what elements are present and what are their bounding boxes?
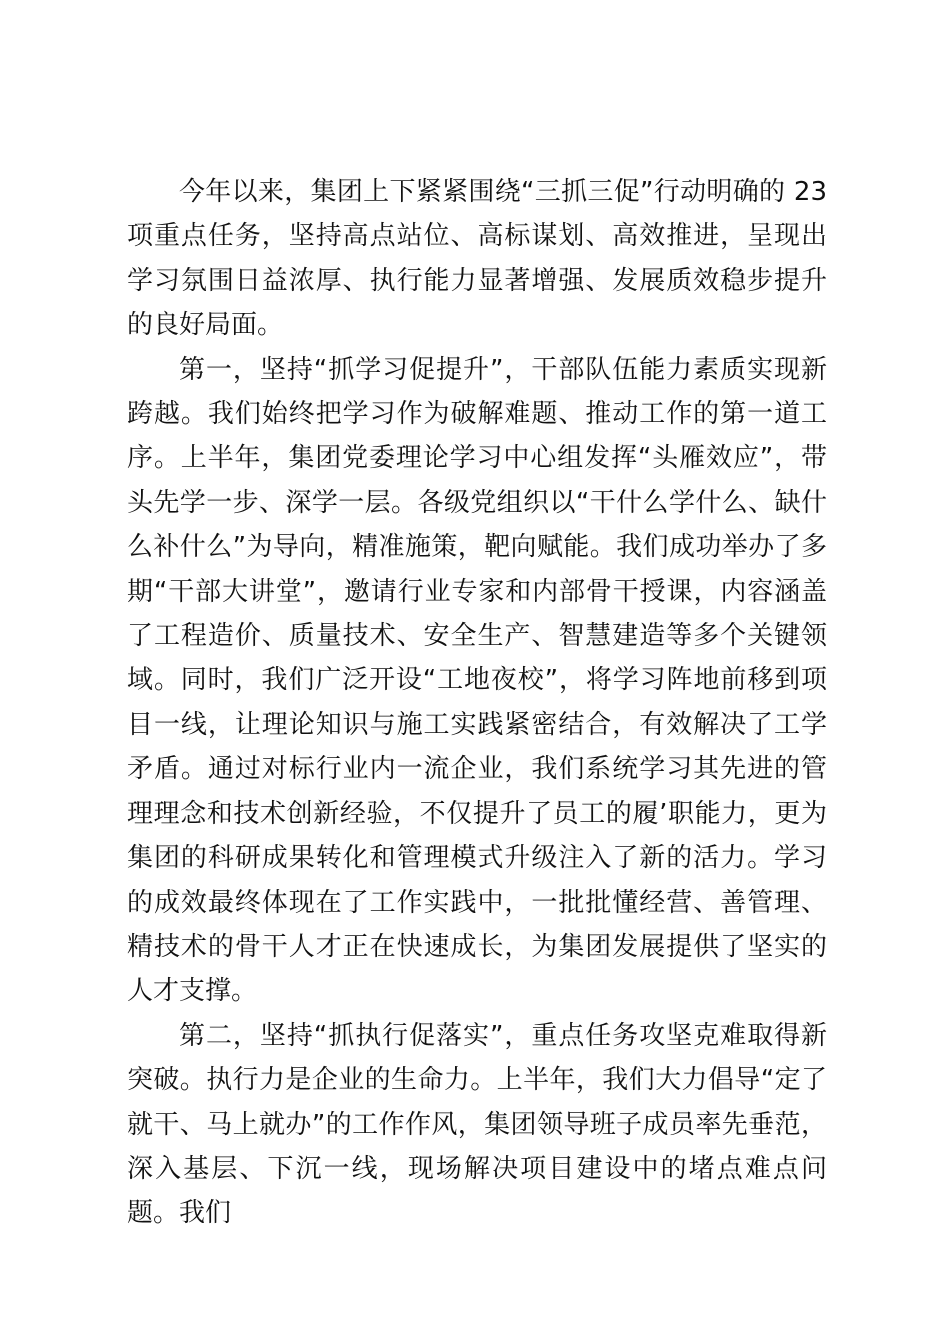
paragraph-second-point: 第二，坚持“抓执行促落实”，重点任务攻坚克难取得新突破。执行力是企业的生命力。上半年，我们大力倡导“定了就干、马上就办”的工作作风，集团领导班子成员率先垂范，深入基层、下沉一线，现场解决项目建设中的堵点难点问题。我们 — [127, 1020, 827, 1229]
paragraph-intro: 今年以来，集团上下紧紧围绕“三抓三促”行动明确的 23 项重点任务，坚持高点站位、高标谋划、高效推进，呈现出学习氛围日益浓厚、执行能力显著增强、发展质效稳步提升的良好局面。 — [127, 177, 827, 341]
document-body — [127, 170, 827, 1236]
paragraph-first-point: 第一，坚持“抓学习促提升”，干部队伍能力素质实现新跨越。我们始终把学习作为破解难题、推动工作的第一道工序。上半年，集团党委理论学习中心组发挥“头雁效应”，带头先学一步、深学一层。各级党组织以“干什么学什么、缺什么补什么”为导向，精准施策，靶向赋能。我们成功举办了多期“干部大讲堂”，邀请行业专家和内部骨干授课，内容涵盖了工程造价、质量技术、安全生产、智慧建造等多个关键领域。同时，我们广泛开设“工地夜校”，将学习阵地前移到项目一线，让理论知识与施工实践紧密结合，有效解决了工学矛盾。通过对标行业内一流企业，我们系统学习其先进的管理理念和技术创新经验，不仅提升了员工的履’职能力，更为集团的科研成果转化和管理模式升级注入了新的活力。学习的成效最终体现在了工作实践中，一批批懂经营、善管理、精技术的骨干人才正在快速成长，为集团发展提供了坚实的人才支撑。 — [127, 354, 827, 1007]
